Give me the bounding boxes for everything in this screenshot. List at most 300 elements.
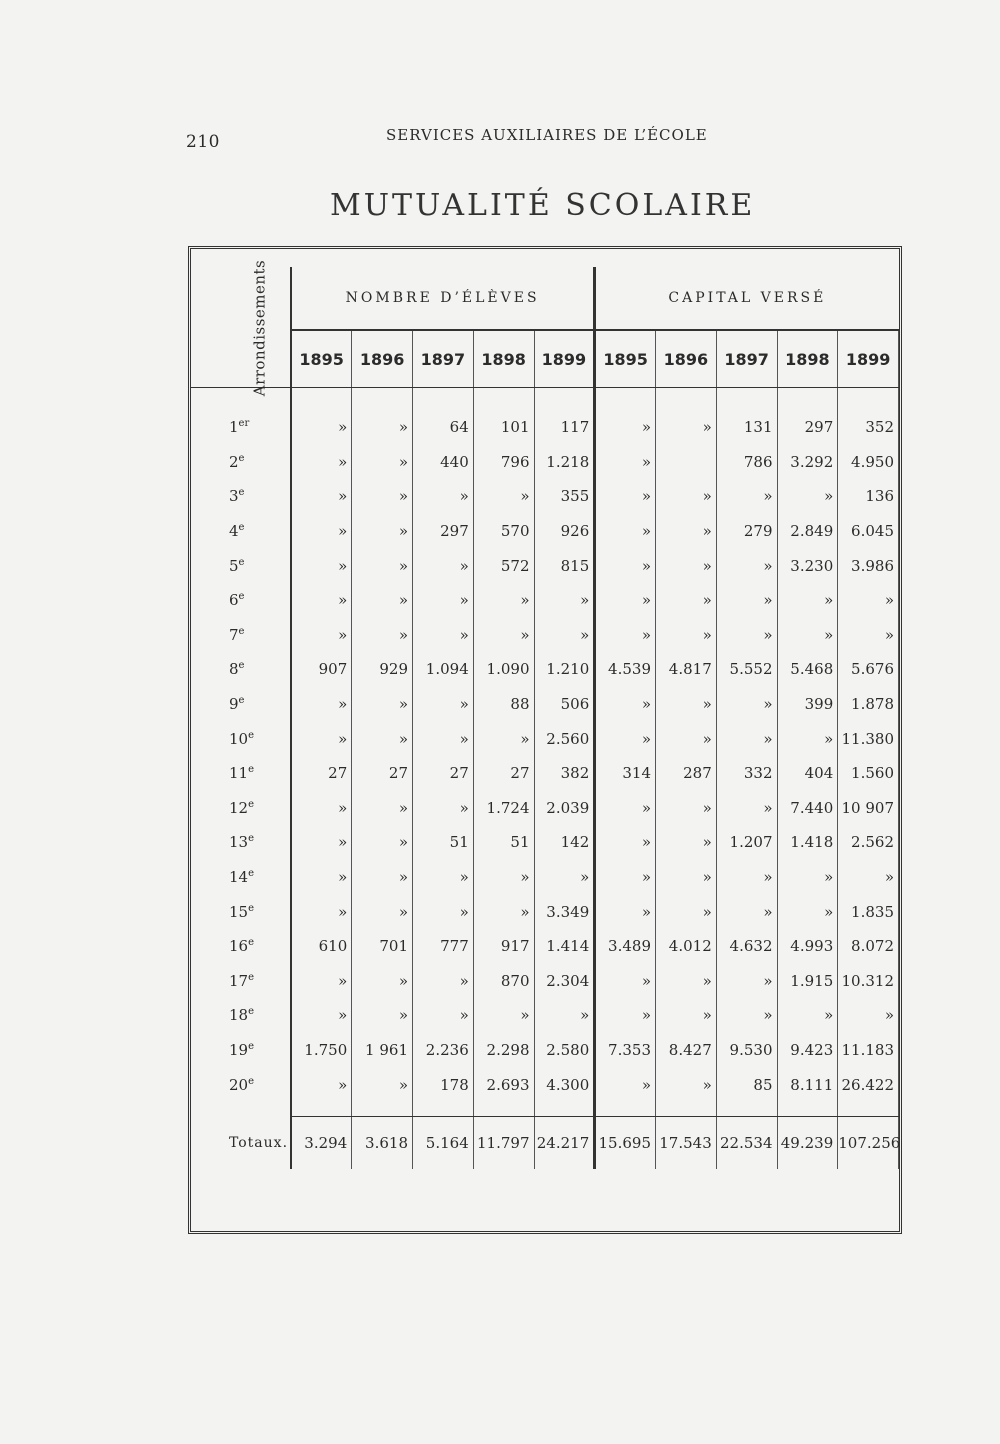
arrondissement-number: 19	[229, 1040, 249, 1059]
arrondissement-cell	[191, 964, 291, 999]
table-cell: 27	[473, 756, 534, 791]
table-cell: 51	[473, 825, 534, 860]
table-row	[191, 479, 899, 514]
table-cell: »	[656, 548, 717, 583]
table-cell: 5.676	[838, 652, 899, 687]
page-title: MUTUALITÉ SCOLAIRE	[330, 188, 756, 223]
table-row	[191, 929, 899, 964]
table-cell: »	[291, 445, 352, 480]
arrondissement-cell	[191, 410, 291, 445]
table-cell: »	[656, 998, 717, 1033]
arrondissement-suffix: e	[238, 556, 245, 568]
table-cell: »	[595, 548, 656, 583]
table-cell: 929	[352, 652, 413, 687]
table-cell: 1.835	[838, 894, 899, 929]
table-cell: »	[716, 860, 777, 895]
table-cell: 570	[473, 514, 534, 549]
table-cell: »	[595, 860, 656, 895]
year-header: 1899	[838, 330, 899, 388]
table-cell: 7.353	[595, 1033, 656, 1068]
table-cell: 1.090	[473, 652, 534, 687]
table-cell: 11.183	[838, 1033, 899, 1068]
table-cell: 1 961	[352, 1033, 413, 1068]
year-header: 1895	[595, 330, 656, 388]
arrondissement-number: 15	[229, 902, 249, 921]
table-cell: 1.210	[534, 652, 595, 687]
table-cell: »	[534, 583, 595, 618]
table-cell: »	[656, 964, 717, 999]
table-cell: 1.724	[473, 791, 534, 826]
total-cell: 3.618	[352, 1116, 413, 1169]
table-cell: »	[656, 894, 717, 929]
table-cell: 2.849	[777, 514, 838, 549]
table-cell: »	[656, 1067, 717, 1102]
year-header: 1896	[656, 330, 717, 388]
table-cell: »	[595, 445, 656, 480]
table-cell: »	[291, 410, 352, 445]
table-cell: »	[777, 721, 838, 756]
table-cell: 815	[534, 548, 595, 583]
arrondissement-cell	[191, 929, 291, 964]
arrondissement-number: 6	[229, 591, 239, 610]
page-number: 210	[186, 132, 220, 152]
table-cell: »	[716, 583, 777, 618]
arrondissement-suffix: e	[238, 625, 245, 637]
table-cell: »	[716, 964, 777, 999]
table-cell: 506	[534, 687, 595, 722]
arrondissement-number: 3	[229, 487, 239, 506]
table-cell: »	[777, 860, 838, 895]
arrondissement-number: 14	[229, 868, 249, 887]
table-cell: 382	[534, 756, 595, 791]
table-row	[191, 583, 899, 618]
table-cell: 4.993	[777, 929, 838, 964]
arrondissement-cell	[191, 791, 291, 826]
table-cell: »	[595, 583, 656, 618]
arrondissement-cell	[191, 721, 291, 756]
table-cell: 3.292	[777, 445, 838, 480]
arrondissement-cell	[191, 445, 291, 480]
table-cell: 10 907	[838, 791, 899, 826]
table-cell: »	[413, 583, 474, 618]
table-cell: 917	[473, 929, 534, 964]
table-cell: »	[595, 964, 656, 999]
arrondissement-suffix: e	[248, 971, 255, 983]
arrondissement-number: 13	[229, 833, 249, 852]
table-cell: 297	[413, 514, 474, 549]
table-cell: 10.312	[838, 964, 899, 999]
total-cell: 3.294	[291, 1116, 352, 1169]
arrondissement-suffix: er	[238, 418, 250, 430]
arrondissement-number: 4	[229, 522, 239, 541]
year-header-row	[191, 330, 899, 388]
arrondissement-number: 17	[229, 971, 249, 990]
arrondissement-cell	[191, 583, 291, 618]
arrondissement-cell	[191, 1033, 291, 1068]
table-cell: 332	[716, 756, 777, 791]
table-cell: »	[716, 687, 777, 722]
arrondissement-number: 10	[229, 729, 249, 748]
table-cell: 4.539	[595, 652, 656, 687]
table-row	[191, 791, 899, 826]
table-cell: »	[352, 964, 413, 999]
arrondissement-suffix: e	[238, 695, 245, 707]
table-cell: »	[291, 825, 352, 860]
table-cell: 404	[777, 756, 838, 791]
table-cell: 3.230	[777, 548, 838, 583]
arrondissement-suffix: e	[248, 798, 255, 810]
table-row	[191, 445, 899, 480]
table-cell: »	[413, 687, 474, 722]
table-cell: »	[716, 618, 777, 653]
table-cell: 101	[473, 410, 534, 445]
table-cell: »	[656, 479, 717, 514]
table-cell: 572	[473, 548, 534, 583]
table-cell: »	[777, 618, 838, 653]
table-cell: »	[656, 791, 717, 826]
table-cell: »	[595, 998, 656, 1033]
table-cell: »	[352, 618, 413, 653]
table-cell: »	[716, 791, 777, 826]
arrondissement-suffix: e	[238, 660, 245, 672]
table-cell: »	[291, 548, 352, 583]
total-cell: 11.797	[473, 1116, 534, 1169]
table-cell: 2.304	[534, 964, 595, 999]
arrondissement-suffix: e	[248, 902, 255, 914]
arrondissement-suffix: e	[238, 487, 245, 499]
table-cell: »	[352, 721, 413, 756]
table-cell: »	[413, 998, 474, 1033]
table-cell: »	[291, 514, 352, 549]
table-cell: »	[595, 410, 656, 445]
table-cell: »	[352, 1067, 413, 1102]
table-cell: 440	[413, 445, 474, 480]
table-cell: »	[838, 618, 899, 653]
table-cell: »	[352, 410, 413, 445]
table-cell: »	[413, 479, 474, 514]
table-cell: 1.750	[291, 1033, 352, 1068]
table-cell: »	[291, 721, 352, 756]
table-cell: »	[352, 791, 413, 826]
table-cell: 1.094	[413, 652, 474, 687]
arrondissement-cell	[191, 548, 291, 583]
table-cell: »	[352, 894, 413, 929]
table-row	[191, 964, 899, 999]
table-cell: »	[352, 860, 413, 895]
table-row	[191, 998, 899, 1033]
table-cell: 27	[352, 756, 413, 791]
group-header-capital: CAPITAL VERSÉ	[595, 267, 899, 330]
table-cell: 3.489	[595, 929, 656, 964]
table-cell: »	[473, 618, 534, 653]
table-cell: 2.560	[534, 721, 595, 756]
table-cell: »	[352, 998, 413, 1033]
table-cell: 136	[838, 479, 899, 514]
table-cell: »	[291, 583, 352, 618]
table-cell: 7.440	[777, 791, 838, 826]
table-cell: 9.530	[716, 1033, 777, 1068]
table-cell: 1.915	[777, 964, 838, 999]
table-cell: 27	[413, 756, 474, 791]
arrondissement-cell	[191, 514, 291, 549]
year-header: 1899	[534, 330, 595, 388]
table-cell: »	[595, 618, 656, 653]
table-cell: 6.045	[838, 514, 899, 549]
arrondissement-suffix: e	[248, 937, 255, 949]
table-cell: 287	[656, 756, 717, 791]
table-cell: »	[473, 479, 534, 514]
table-cell: »	[656, 721, 717, 756]
table-cell: »	[291, 860, 352, 895]
arrondissement-number: 20	[229, 1075, 249, 1094]
table-cell: 786	[716, 445, 777, 480]
table-cell: »	[595, 721, 656, 756]
table-cell: 926	[534, 514, 595, 549]
table-cell: »	[716, 894, 777, 929]
table-cell: »	[656, 410, 717, 445]
table-cell: »	[352, 514, 413, 549]
arrondissement-number: 1	[229, 418, 239, 437]
table-cell: 8.072	[838, 929, 899, 964]
year-header: 1896	[352, 330, 413, 388]
table-cell: 1.560	[838, 756, 899, 791]
year-header: 1898	[777, 330, 838, 388]
table-cell: »	[413, 618, 474, 653]
table-cell: »	[656, 583, 717, 618]
table-cell: »	[595, 479, 656, 514]
table-cell: 4.012	[656, 929, 717, 964]
table-row	[191, 894, 899, 929]
table-cell: 27	[291, 756, 352, 791]
table-cell: »	[595, 514, 656, 549]
table-row	[191, 548, 899, 583]
total-cell: 5.164	[413, 1116, 474, 1169]
arrondissement-cell	[191, 687, 291, 722]
year-header: 1897	[716, 330, 777, 388]
table-cell: 26.422	[838, 1067, 899, 1102]
year-header: 1898	[473, 330, 534, 388]
table-cell: 4.950	[838, 445, 899, 480]
table-row	[191, 410, 899, 445]
table-cell: »	[777, 583, 838, 618]
table-cell: »	[595, 687, 656, 722]
arrondissement-suffix: e	[248, 1006, 255, 1018]
table-cell: »	[291, 791, 352, 826]
table-cell: 1.414	[534, 929, 595, 964]
arrondissements-header	[191, 259, 291, 396]
arrondissement-suffix: e	[238, 591, 245, 603]
table-cell: 11.380	[838, 721, 899, 756]
table-cell: 85	[716, 1067, 777, 1102]
table-cell: 1.878	[838, 687, 899, 722]
table-cell: »	[656, 687, 717, 722]
table-row	[191, 860, 899, 895]
arrondissement-cell	[191, 860, 291, 895]
arrondissement-cell	[191, 479, 291, 514]
table-cell: »	[413, 964, 474, 999]
table-cell: 777	[413, 929, 474, 964]
table-body	[191, 388, 899, 1169]
table-cell: 1.418	[777, 825, 838, 860]
arrondissement-number: 16	[229, 937, 249, 956]
table-cell: »	[656, 514, 717, 549]
table-cell: »	[838, 583, 899, 618]
table-cell: »	[716, 548, 777, 583]
table-cell: 907	[291, 652, 352, 687]
table-cell: »	[352, 825, 413, 860]
arrondissement-suffix: e	[248, 1075, 255, 1087]
totals-row	[191, 1116, 899, 1169]
table-cell: 142	[534, 825, 595, 860]
table-cell: »	[595, 894, 656, 929]
table-cell: »	[656, 825, 717, 860]
table-row	[191, 721, 899, 756]
year-header: 1897	[413, 330, 474, 388]
table-cell: »	[716, 998, 777, 1033]
table-cell: 4.817	[656, 652, 717, 687]
statistics-table	[191, 259, 901, 1169]
arrondissement-cell	[191, 652, 291, 687]
totals-label: Totaux.	[191, 1116, 291, 1169]
table-cell: 9.423	[777, 1033, 838, 1068]
table-cell: »	[473, 998, 534, 1033]
table-cell	[656, 445, 717, 480]
table-row	[191, 687, 899, 722]
arrondissement-suffix: e	[238, 522, 245, 534]
arrondissement-cell	[191, 998, 291, 1033]
table-cell: 2.562	[838, 825, 899, 860]
table-cell: 2.298	[473, 1033, 534, 1068]
table-row	[191, 756, 899, 791]
arrondissement-number: 8	[229, 660, 239, 679]
table-cell: 64	[413, 410, 474, 445]
table-row	[191, 1067, 899, 1102]
table-cell: »	[777, 894, 838, 929]
table-row	[191, 1033, 899, 1068]
table-cell: 701	[352, 929, 413, 964]
table-cell: 2.039	[534, 791, 595, 826]
arrondissement-number: 11	[229, 764, 249, 783]
table-cell: »	[777, 998, 838, 1033]
arrondissement-number: 5	[229, 556, 239, 575]
table-cell: »	[473, 583, 534, 618]
table-cell: »	[352, 548, 413, 583]
table-cell: »	[291, 894, 352, 929]
arrondissement-suffix: e	[248, 1040, 255, 1052]
table-cell: 8.111	[777, 1067, 838, 1102]
arrondissement-cell	[191, 618, 291, 653]
table-cell: »	[473, 860, 534, 895]
running-head: SERVICES AUXILIAIRES DE L’ÉCOLE	[386, 126, 708, 144]
table-cell: 88	[473, 687, 534, 722]
arrondissement-suffix: e	[248, 729, 255, 741]
table-cell: »	[534, 618, 595, 653]
total-cell: 22.534	[716, 1116, 777, 1169]
table-cell: »	[352, 445, 413, 480]
arrondissement-cell	[191, 756, 291, 791]
table-row	[191, 652, 899, 687]
table-cell: 5.552	[716, 652, 777, 687]
arrondissement-cell	[191, 825, 291, 860]
table-cell: »	[777, 479, 838, 514]
group-header-eleves: NOMBRE D’ÉLÈVES	[291, 267, 595, 330]
table-cell: »	[413, 860, 474, 895]
arrondissement-suffix: e	[238, 452, 245, 464]
table-cell: 297	[777, 410, 838, 445]
table-cell: 1.218	[534, 445, 595, 480]
table-cell: »	[413, 791, 474, 826]
table-cell: 131	[716, 410, 777, 445]
table-cell: »	[473, 721, 534, 756]
statistics-table-frame	[188, 246, 902, 1234]
table-cell: »	[413, 894, 474, 929]
arrondissement-number: 9	[229, 695, 239, 714]
table-cell: 2.580	[534, 1033, 595, 1068]
arrondissement-number: 12	[229, 798, 249, 817]
table-cell: »	[595, 791, 656, 826]
table-row	[191, 618, 899, 653]
total-cell: 17.543	[656, 1116, 717, 1169]
table-cell: »	[838, 998, 899, 1033]
table-cell: »	[716, 721, 777, 756]
table-cell: 117	[534, 410, 595, 445]
total-cell: 24.217	[534, 1116, 595, 1169]
table-cell: »	[534, 860, 595, 895]
table-cell: »	[656, 860, 717, 895]
table-cell: 178	[413, 1067, 474, 1102]
table-cell: »	[352, 479, 413, 514]
table-cell: »	[838, 860, 899, 895]
table-cell: 355	[534, 479, 595, 514]
arrondissement-cell	[191, 894, 291, 929]
table-cell: 314	[595, 756, 656, 791]
table-cell: »	[291, 618, 352, 653]
table-cell: 796	[473, 445, 534, 480]
table-row	[191, 514, 899, 549]
table-cell: 279	[716, 514, 777, 549]
total-cell: 15.695	[595, 1116, 656, 1169]
table-cell: 2.693	[473, 1067, 534, 1102]
table-cell: 3.349	[534, 894, 595, 929]
table-row	[191, 825, 899, 860]
table-cell: 4.632	[716, 929, 777, 964]
table-cell: »	[716, 479, 777, 514]
table-cell: »	[291, 479, 352, 514]
table-cell: »	[352, 583, 413, 618]
table-cell: 1.207	[716, 825, 777, 860]
table-cell: 51	[413, 825, 474, 860]
table-cell: »	[413, 721, 474, 756]
table-cell: »	[595, 1067, 656, 1102]
table-cell: »	[291, 1067, 352, 1102]
arrondissement-cell	[191, 1067, 291, 1102]
table-cell: »	[291, 687, 352, 722]
table-cell: 610	[291, 929, 352, 964]
arrondissements-label: Arrondissements	[250, 259, 269, 396]
arrondissement-suffix: e	[248, 868, 255, 880]
table-cell: »	[534, 998, 595, 1033]
arrondissement-number: 7	[229, 625, 239, 644]
total-cell: 49.239	[777, 1116, 838, 1169]
table-cell: 3.986	[838, 548, 899, 583]
arrondissement-number: 18	[229, 1006, 249, 1025]
table-cell: »	[473, 894, 534, 929]
table-cell: 352	[838, 410, 899, 445]
table-cell: »	[595, 825, 656, 860]
year-header: 1895	[291, 330, 352, 388]
arrondissement-suffix: e	[248, 764, 255, 776]
table-cell: »	[291, 998, 352, 1033]
